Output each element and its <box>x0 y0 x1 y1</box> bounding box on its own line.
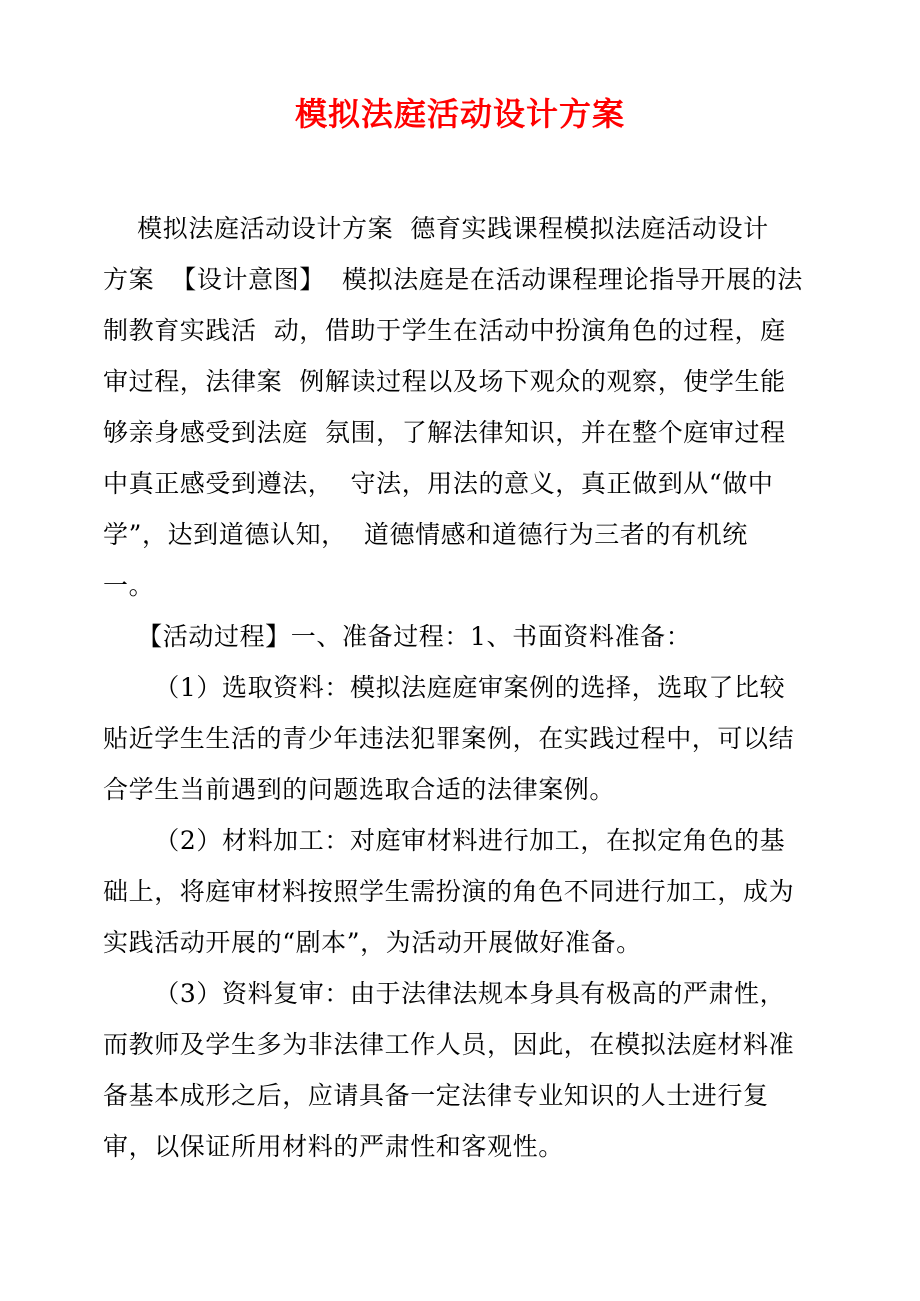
list-item-line: 合学生当前遇到的问题选取合适的法律案例。 <box>103 775 616 804</box>
list-item-line: 贴近学生生活的青少年违法犯罪案例，在实践过程中，可以结 <box>103 724 795 753</box>
paragraph-line: 方案 【设计意图】 模拟法庭是在活动课程理论指导开展的法 <box>103 265 803 294</box>
paragraph-line: 制教育实践活 动，借助于学生在活动中扮演角色的过程，庭 <box>103 316 786 345</box>
list-item-line: 实践活动开展的“剧本”，为活动开展做好准备。 <box>103 928 642 957</box>
document-title: 模拟法庭活动设计方案 <box>294 95 625 133</box>
paragraph-line: 审过程，法律案 例解读过程以及场下观众的观察，使学生能 <box>103 367 786 396</box>
paragraph-line: 学”，达到道德认知， 道德情感和道德行为三者的有机统 <box>103 520 748 549</box>
list-item-line: （1）选取资料：模拟法庭庭审案例的选择，选取了比较 <box>103 673 786 702</box>
paragraph-line: 模拟法庭活动设计方案 德育实践课程模拟法庭活动设计 <box>103 214 769 243</box>
list-item-line: 而教师及学生多为非法律工作人员，因此，在模拟法庭材料准 <box>103 1030 795 1059</box>
paragraph-line: 一。 <box>103 571 155 600</box>
list-item-line: （3）资料复审：由于法律法规本身具有极高的严肃性， <box>103 979 786 1008</box>
list-item-line: 础上，将庭审材料按照学生需扮演的角色不同进行加工，成为 <box>103 877 795 906</box>
list-item-line: 备基本成形之后，应请具备一定法律专业知识的人士进行复 <box>103 1081 769 1110</box>
list-item-line: 审，以保证所用材料的严肃性和客观性。 <box>103 1132 564 1161</box>
paragraph-line: 够亲身感受到法庭 氛围，了解法律知识，并在整个庭审过程 <box>103 418 786 447</box>
list-item-line: （2）材料加工：对庭审材料进行加工，在拟定角色的基 <box>103 826 786 855</box>
paragraph-line: 中真正感受到遵法， 守法，用法的意义，真正做到从“做中 <box>103 469 774 498</box>
section-heading-line: 【活动过程】一、准备过程：1、书面资料准备： <box>103 622 692 651</box>
